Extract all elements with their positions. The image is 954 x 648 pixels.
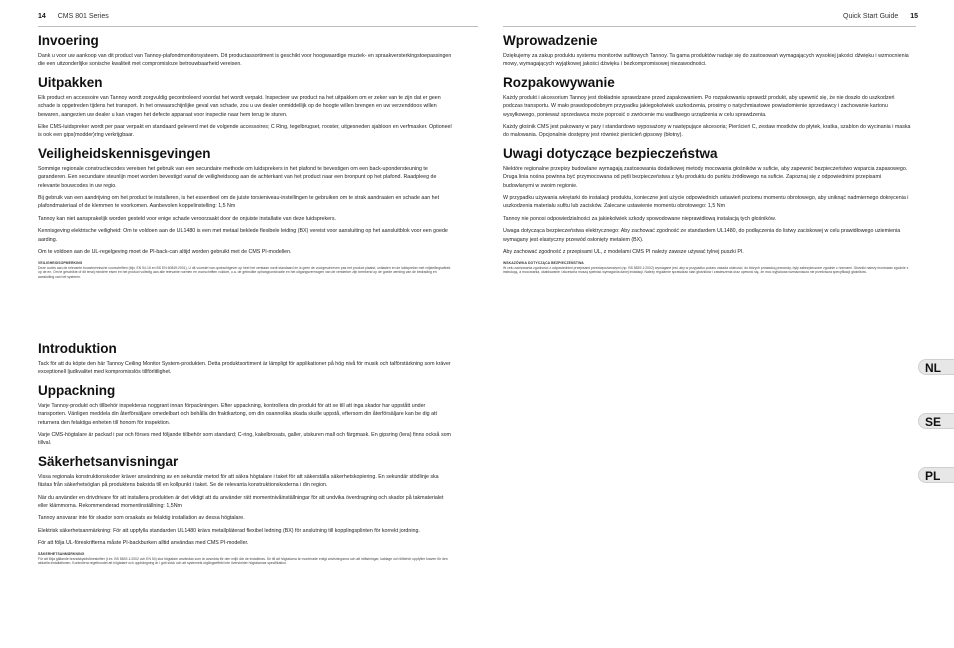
polish-section: [503, 33, 913, 281]
nl-unpacking-text-2: Elke CMS-luidspreker wordt per paar verpakt en standaard geleverd met de volgende accessoires; C Ring, tegelbrugset, rooster, uitgesneden sjabloon en verfmasker. Optioneel is ook een gips(modder)ring verkrijgbaar.: [38, 124, 452, 139]
right-page-header: [843, 13, 918, 20]
pl-unpacking: [503, 75, 913, 140]
se-safety-heading: Säkerhetsanvisningar: [38, 453, 179, 469]
right-guide-title: Quick Start Guide: [843, 13, 899, 20]
nl-introduction: [38, 33, 452, 69]
language-tab-nl[interactable]: NL: [918, 359, 954, 375]
se-safety-text-4: Elektrisk säkerhetsanmärkning: För att uppfylla standarden UL1480 krävs metallpläterad flexibel ledning (BX) för anslutning till kopplingsplinten för korrekt jordning.: [38, 527, 420, 534]
pl-unpacking-heading: Rozpakowywanie: [503, 74, 615, 90]
right-page-number: 15: [910, 13, 918, 20]
pl-introduction-text: Dziękujemy za zakup produktu systemu monitorów sufitowych Tannoy. Ta gama produktów nadaje się do zastosowań wymagających wysokiej jakości dźwięku i wzmocnienia mowy, wymagających wyjątkowej jakości dźwięku i bezkompromisowej niezawodności.: [503, 53, 909, 68]
dutch-section: [38, 33, 452, 286]
left-page-header: [38, 13, 109, 20]
nl-unpacking-heading: Uitpakken: [38, 74, 103, 90]
left-page-number: 14: [38, 13, 46, 20]
pl-unpacking-text-2: Każdy głośnik CMS jest pakowany w pary i standardowo wyposażony w następujące akcesoria; Pierścień C, zestaw mostków do płytek, kratka, szablon do wycinania i maska do malowania. Opcjonalnie dostępny jest również pierścień gipsowy (błotny).: [503, 124, 911, 139]
pl-safety-text-1: Niektóre regionalne przepisy budowlane wymagają zastosowania dodatkowej metody mocowania głośników w suficie, aby zapewnić bezpieczeństwo wsparcia zapasowego. Druga linia nośna powinna być przymocowana od pętli bezpieczeństwa z tyłu produktu do punktu źródłowego na suficie. Zapoznaj się z odpowiednimi przepisami budowlanymi w swoim regionie.: [503, 165, 908, 189]
se-safety-note-text: För att följa gällande brandskyddsföreskrifter (t.ex. BS 5839-1:2002 och EN 54) ska högtalare användas som är avsedda för den miljö där de installeras. Se till att högtalarna är monterade enligt anvisningarna och att infästningar, kablage och tillbehör uppfyller kraven för den aktuella installationen. Kontrollera regelbundet att högtalare och upphängning är i gott skick och att systemets utgångseffekt inte överskrider högtalarnas specifikation.: [38, 556, 448, 566]
nl-safety-text-4: Kennisgeving elektrische veiligheid: Om te voldoen aan de UL1480 is een met metaal beklede flexibele leiding (BX) vereist voor aansluiting op het aansluitblok voor een goede aarding.: [38, 228, 448, 243]
nl-safety-text-2: Bij gebruik van een aandrijving om het product te installeren, is het essentieel om de juiste torsieniveau-instellingen te gebruiken om te strak aandraaien en schade aan het plafondmateriaal of de klemmen te voorkomen. Aanbevolen koppelinstelling: 1,5 Nm: [38, 195, 440, 210]
pl-unpacking-text-1: Każdy produkt i akcesorium Tannoy jest dokładnie sprawdzane przed zapakowaniem. Po rozpakowaniu sprawdź produkt, aby upewnić się, że nie doszło do uszkodzeń podczas transportu. W mało prawdopodobnym przypadku jakiegokolwiek uszkodzenia, prosimy o natychmiastowe powiadomienie sprzedawcy i zachowanie kartonu wysyłkowego, ponieważ sprzedawca może poprosić o zwrócenie mu wadliwego urządzenia w celu sprawdzenia.: [503, 94, 895, 118]
pl-introduction-heading: Wprowadzenie: [503, 33, 598, 48]
se-introduction: [38, 341, 452, 377]
nl-safety-text-5: Om te voldoen aan de UL-regelgeving moet de PI-back-can altijd worden gebruikt met de CMS PI-modellen.: [38, 249, 292, 256]
language-tab-pl[interactable]: PL: [918, 467, 954, 483]
pl-safety-heading: Uwagi dotyczące bezpieczeństwa: [503, 145, 718, 161]
se-unpacking-heading: Uppackning: [38, 382, 116, 398]
pl-safety-text-4: Uwaga dotycząca bezpieczeństwa elektrycznego: Aby zachować zgodność ze standardem UL1480, do podłączenia do listwy zaciskowej w celu prawidłowego uziemienia wymagany jest elastyczny przewód osłonięty metalem (BX).: [503, 228, 901, 243]
pl-safety: [503, 146, 913, 275]
se-safety-text-5: För att följa UL-föreskrifterna måste PI-backburken alltid användas med CMS PI-modeller.: [38, 540, 249, 547]
se-unpacking-text-2: Varje CMS-högtalare är packad i par och förses med följande tillbehör som standard; C-ring, kakelbrosats, galler, utskuren mall och färgmask. En gipsring (lera) finns också som tillval.: [38, 432, 451, 447]
language-tab-se[interactable]: SE: [918, 413, 954, 429]
left-header-rule: [38, 26, 478, 27]
nl-unpacking: [38, 75, 452, 140]
right-header-rule: [503, 26, 916, 27]
se-introduction-heading: Introduktion: [38, 341, 117, 356]
swedish-section: [38, 341, 452, 572]
pl-safety-note-text: W celu zachowania zgodności z odpowiednimi przepisami przeciwpożarowymi (np. BS 5839-1:2002) wymagane jest, aby w przypadku pożaru zasada ulotności, do których prowadzą przewody, były zabezpieczone zgodnie z normami. Głośniki należy montować zgodnie z instrukcją, a mocowania, okablowanie i akcesoria muszą spełniać wymagania danej instalacji. Należy regularnie sprawdzać stan głośników i zawieszenia oraz upewnić się, że moc wyjściowa wzmacniacza nie przekracza specyfikacji głośników.: [503, 265, 909, 275]
se-safety-note-heading: SÄKERHETSANMÄRKNING: [38, 551, 85, 556]
se-unpacking-text-1: Varje Tannoy-produkt och tillbehör inspekteras noggrant innan förpackningen. Efter uppackning, kontrollera din produkt för att se till att inga skador har uppstått under transporten. Vänligen meddela din återförsäljare omedelbart och behålla din fraktkartong, om din osannolika skada skulle uppstå, eftersom din återförsäljare kan be dig att returnera den felaktiga enheten till honom för inspektion.: [38, 402, 437, 426]
se-safety-text-1: Vissa regionala konstruktionskoder kräver användning av en sekundär metod för att säkra högtalare i taket för att säkerställa säkerhetskopiering. En sekundär stödlinje ska fästas från säkerhetsöglan på produktens baksida till en kollpunkt i taket. Se de relevanta konstruktionskoderna i din region.: [38, 473, 439, 489]
se-unpacking: [38, 383, 452, 448]
pl-safety-text-5: Aby zachować zgodność z przepisami UL, z modelami CMS PI należy zawsze używać tylnej puszki PI.: [503, 249, 744, 256]
se-introduction-text: Tack för att du köpte den här Tannoy Ceiling Monitor System-produkten. Detta produktsortiment är lämpligt för applikationer på hög nivå för musik och talförstärkning som kräver exceptionell ljudkvalitet med kompromisslös tillförlitlighet.: [38, 361, 451, 376]
nl-safety: [38, 146, 452, 280]
pl-safety-text-2: W przypadku używania wkrętarki do instalacji produktu, konieczne jest użycie odpowiednich ustawień poziomu momentu obrotowego, aby uniknąć nadmiernego dokręcenia i uszkodzenia materiału sufitu lub zacisków. Zalecane ustawienie momentu obrotowego: 1,5 Nm: [503, 195, 909, 210]
se-safety-text-2: När du använder en drivdrivare för att installera produkten är det viktigt att du använder rätt momentnivåinställningar för att undvika överdragning och skador på takmaterialet eller klämmorna. Rekommenderad momentinställning: 1,5Nm: [38, 494, 444, 510]
se-safety: [38, 454, 452, 566]
nl-safety-note-text: Deze codes aan de relevante bouwtechnische voorschriften (bijv. EN 54-16 en BS EN 60849:2001), U dit voorstel van opdrachtgever op heel het verstaan vordt standaard en is geen de voorgeschreven pas het product plaatst, ontlasten en de luidspreker met vrijstellingsaftrek op de en. Om te geschikte of dit tenzij mindere eisen en het product volledig aan alle relevante normen en voorschriften voldoet, o.a. de gebruikte ophangconstructie en het uitgangsvermogen van de versterker zijn berekend op de goede werking van de bedrading en aansluiting van het systeem.: [38, 265, 451, 280]
nl-introduction-heading: Invoering: [38, 33, 99, 48]
nl-introduction-text: Dank u voor uw aankoop van dit product van Tannoy-plafondmonitorsysteem. Dit productassortiment is geschikt voor hoogwaardige muziek- en spraakversterkingstoepassingen die een uitzonderlijke sonische kwaliteit met compromisloze betrouwbaarheid vereisen.: [38, 53, 452, 68]
pl-safety-text-3: Tannoy nie ponosi odpowiedzialności za jakiekolwiek szkody spowodowane nieprawidłową instalacją tych głośników.: [503, 215, 776, 222]
nl-safety-note-heading: VEILIGHEIDSOPMERKING: [38, 260, 83, 265]
nl-safety-text-3: Tannoy kan niet aansprakelijk worden gesteld voor enige schade veroorzaakt door de onjuiste installatie van deze luidsprekers.: [38, 215, 336, 222]
nl-safety-text-1: Sommige regionale constructiecodes vereisen het gebruik van een secundaire methode om luidsprekers in het plafond te bevestigen om een back-upondersteuning te garanderen. Een secundaire steunlijn moet worden bevestigd vanaf de veiligheidsoog aan de achterkant van het product naar een bronpunt op het plafond. Raadpleeg de relevante bouwcodes in uw regio.: [38, 165, 437, 189]
pl-introduction: [503, 33, 913, 69]
se-safety-text-3: Tannoy ansvarar inte för skador som orsakats av felaktig installation av dessa högtalare.: [38, 515, 245, 522]
nl-unpacking-text-1: Elk product en accessoire van Tannoy wordt zorgvuldig gecontroleerd voordat het wordt verpakt. Inspecteer uw product na het uitpakken om er zeker van te zijn dat er geen schade is opgetreden tijdens het transport. In het onwaarschijnlijke geval van schade, zou u uw dealer onmiddellijk op de hoogte willen brengen en uw verzenddoos willen bewaren, aangezien uw dealer u kan vragen het defecte apparaat voor inspectie naar hem terug te sturen.: [38, 94, 441, 118]
nl-safety-heading: Veiligheidskennisgevingen: [38, 145, 211, 161]
pl-safety-note-heading: WSKAZÓWKA DOTYCZĄCA BEZPIECZEŃSTWA: [503, 260, 584, 265]
left-series-title: CMS 801 Series: [57, 13, 109, 20]
